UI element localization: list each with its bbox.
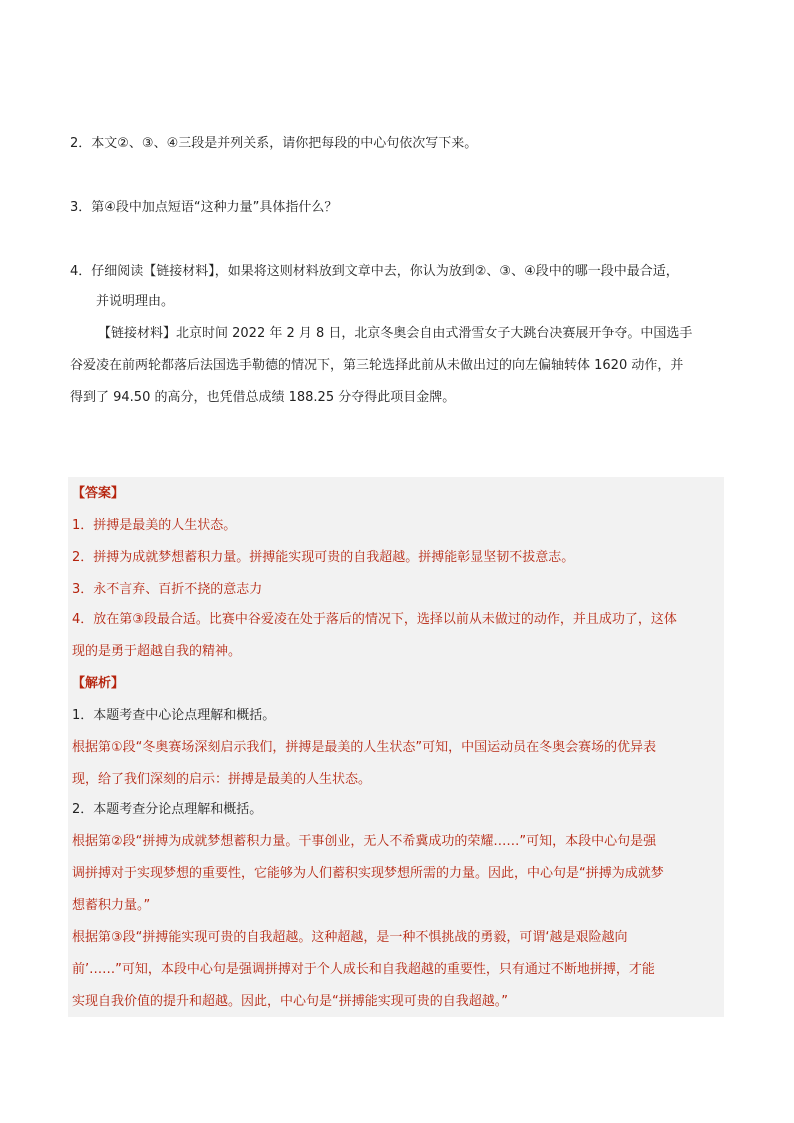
question-text: 仔细阅读【链接材料】，如果将这则材料放到文章中去，你认为放到②、③、④段中的哪一段中最合适， (91, 264, 679, 279)
analysis-1-title: 1．本题考查中心论点理解和概括。 (72, 708, 276, 723)
material-line: 得到了 94.50 的高分，也凭借总成绩 188.25 分夺得此项目金牌。 (70, 390, 456, 405)
answer-item-4-line2: 现的是勇于超越自我的精神。 (72, 644, 242, 659)
analysis-2-title: 2．本题考查分论点理解和概括。 (72, 802, 263, 817)
question-2 (70, 134, 477, 154)
question-3 (70, 198, 337, 218)
analysis-3-line: 根据第③段“拼搏能实现可贵的自我超越。这种超越，是一种不惧挑战的勇毅，可谓‘越是艰险越向 (72, 930, 628, 945)
analysis-2-line: 根据第②段“拼搏为成就梦想蓄积力量。干事创业，无人不希冀成功的荣耀……”可知，本段中心句是强 (72, 834, 657, 849)
question-4-continuation: 并说明理由。 (96, 294, 175, 309)
linked-material (70, 318, 725, 414)
analysis-2-line: 调拼搏对于实现梦想的重要性，它能够为人们蓄积实现梦想所需的力量。因此，中心句是“拼搏为成就梦 (72, 866, 664, 881)
analysis-3-line: 实现自我价值的提升和超越。因此，中心句是“拼搏能实现可贵的自我超越。” (72, 994, 508, 1009)
analysis-2-line: 想蓄积力量。” (72, 898, 151, 913)
question-text: 第④段中加点短语“这种力量”具体指什么？ (91, 200, 338, 215)
answer-item-4-line1: 4．放在第③段最合适。比赛中谷爱凌在处于落后的情况下，选择以前从未做过的动作，并且成功了，这体 (72, 612, 677, 627)
question-number: 3． (70, 200, 92, 215)
analysis-heading: 【解析】 (72, 676, 125, 691)
analysis-3-line: 前’……”可知，本段中心句是强调拼搏对于个人成长和自我超越的重要性，只有通过不断地拼搏，才能 (72, 962, 655, 977)
answer-item-3: 3．永不言弃、百折不挠的意志力 (72, 582, 263, 597)
question-number: 4． (70, 264, 92, 279)
question-text: 本文②、③、④三段是并列关系，请你把每段的中心句依次写下来。 (91, 136, 478, 151)
analysis-1-line: 根据第①段“冬奥赛场深刻启示我们，拼搏是最美的人生状态”可知，中国运动员在冬奥会赛场的优异表 (72, 740, 657, 755)
question-4 (70, 262, 679, 282)
answer-item-2: 2．拼搏为成就梦想蓄积力量。拼搏能实现可贵的自我超越。拼搏能彰显坚韧不拔意志。 (72, 550, 575, 565)
analysis-1-line: 现，给了我们深刻的启示：拼搏是最美的人生状态。 (72, 772, 372, 787)
answer-heading: 【答案】 (72, 486, 125, 501)
material-line: 谷爱凌在前两轮都落后法国选手勒德的情况下，第三轮选择此前从未做出过的向左偏轴转体 1620 动作，并 (70, 358, 684, 373)
material-line: 【链接材料】北京时间 2022 年 2 月 8 日，北京冬奥会自由式滑雪女子大跳台决赛展开争夺。中国选手 (98, 326, 693, 341)
answer-item-1: 1．拼搏是最美的人生状态。 (72, 518, 237, 533)
question-number: 2． (70, 136, 92, 151)
